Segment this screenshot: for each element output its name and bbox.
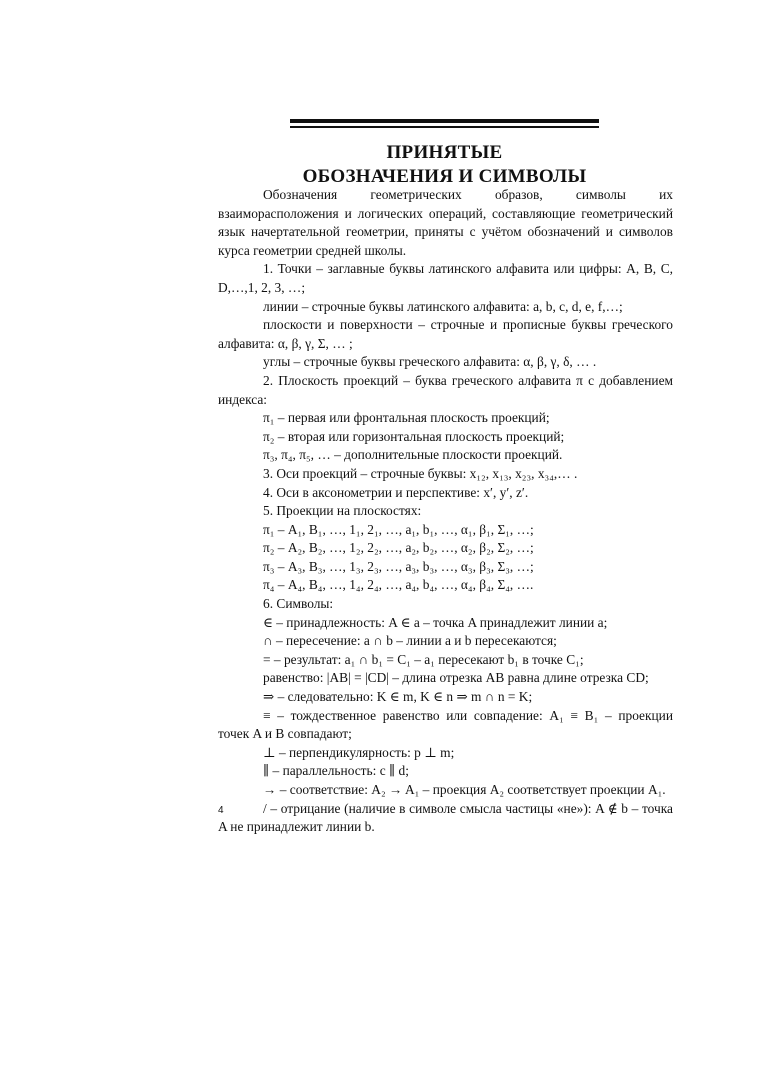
item-2-pi1: π₁ – первая или фронтальная плоскость проекций; [263, 410, 550, 426]
item-5: 5. Проекции на плоскостях: [263, 503, 422, 519]
item-3: 3. Оси проекций – строчные буквы: x₁₂, x₁₃, x₂₃, x₃₄,… . [263, 465, 578, 481]
item-6: 6. Символы: [263, 596, 334, 612]
title-line-1: ПРИНЯТЫЕ [386, 142, 503, 163]
symbol-equality: равенство: |AB| = |CD| – длина отрезка AB равна длине отрезка CD; [263, 670, 649, 686]
symbol-perpendicular: ⊥ – перпендикулярность: p ⊥ m; [263, 744, 455, 760]
symbol-negation: / – отрицание (наличие в символе смысла частицы «не»): A ∉ b – точка A не принадлежит линии b. [218, 800, 673, 835]
symbol-belongs: ∈ – принадлежность: A ∈ a – точка A принадлежит линии a; [263, 614, 608, 630]
title-line-2: ОБОЗНАЧЕНИЯ И СИМВОЛЫ [302, 166, 587, 187]
item-2-pi-more: π₃, π₄, π₅, … – дополнительные плоскости проекций. [263, 447, 563, 463]
symbol-result: = – результат: a₁ ∩ b₁ = C₁ – a₁ пересекают b₁ в точке C₁; [263, 651, 584, 667]
item-1-points: 1. Точки – заглавные буквы латинского алфавита или цифры: A, B, C, D,…,1, 2, 3, …; [218, 261, 673, 295]
symbol-intersection: ∩ – пересечение: a ∩ b – линии a и b пересекаются; [263, 633, 557, 649]
item-1-planes: плоскости и поверхности – строчные и прописные буквы греческого алфавита: α, β, γ, Σ, … ; [218, 317, 673, 351]
item-1-angles: углы – строчные буквы греческого алфавита: α, β, γ, δ, … . [263, 354, 597, 370]
symbol-correspondence: → – соответствие: A₂ → A₁ – проекция A₂ соответствует проекции A₁. [263, 782, 666, 797]
header-rule-thick [290, 119, 599, 123]
item-2-pi2: π₂ – вторая или горизонтальная плоскость проекций; [263, 428, 565, 444]
page-title [218, 141, 671, 189]
item-5-pi1: π₁ – A₁, B₁, …, 1₁, 2₁, …, a₁, b₁, …, α₁, β₁, Σ₁, …; [263, 521, 534, 537]
item-5-pi2: π₂ – A₂, B₂, …, 1₂, 2₂, …, a₂, b₂, …, α₂, β₂, Σ₂, …; [263, 540, 534, 556]
item-4: 4. Оси в аксонометрии и перспективе: x′, y′, z′. [263, 484, 529, 500]
item-2: 2. Плоскость проекций – буква греческого алфавита π с добавлением индекса: [218, 372, 673, 407]
symbol-implies: ⇒ – следовательно: K ∈ m, K ∈ n ⇒ m ∩ n = K; [263, 689, 533, 705]
item-5-pi3: π₃ – A₃, B₃, …, 1₃, 2₃, …, a₃, b₃, …, α₃, β₃, Σ₃, …; [263, 558, 534, 574]
header-rule-thin [290, 126, 599, 128]
symbol-parallel: ∥ – параллельность: c ∥ d; [263, 763, 409, 779]
item-1-lines: линии – строчные буквы латинского алфавита: a, b, c, d, e, f,…; [263, 298, 623, 314]
intro-paragraph: Обозначения геометрических образов, символы их взаиморасположения и логических операций, составляющие геометрический язык начертательной геометрии, приняты с учётом обозначений и символов курса геометрии средней школы. [218, 187, 673, 258]
page-number: 4 [218, 805, 224, 816]
content-body [218, 186, 673, 837]
symbol-identical: ≡ – тождественное равенство или совпадение: A₁ ≡ B₁ – проекции точек A и B совпадают; [218, 707, 673, 742]
item-5-pi4: π₄ – A₄, B₄, …, 1₄, 2₄, …, a₄, b₄, …, α₄, β₄, Σ₄, …. [263, 577, 534, 593]
